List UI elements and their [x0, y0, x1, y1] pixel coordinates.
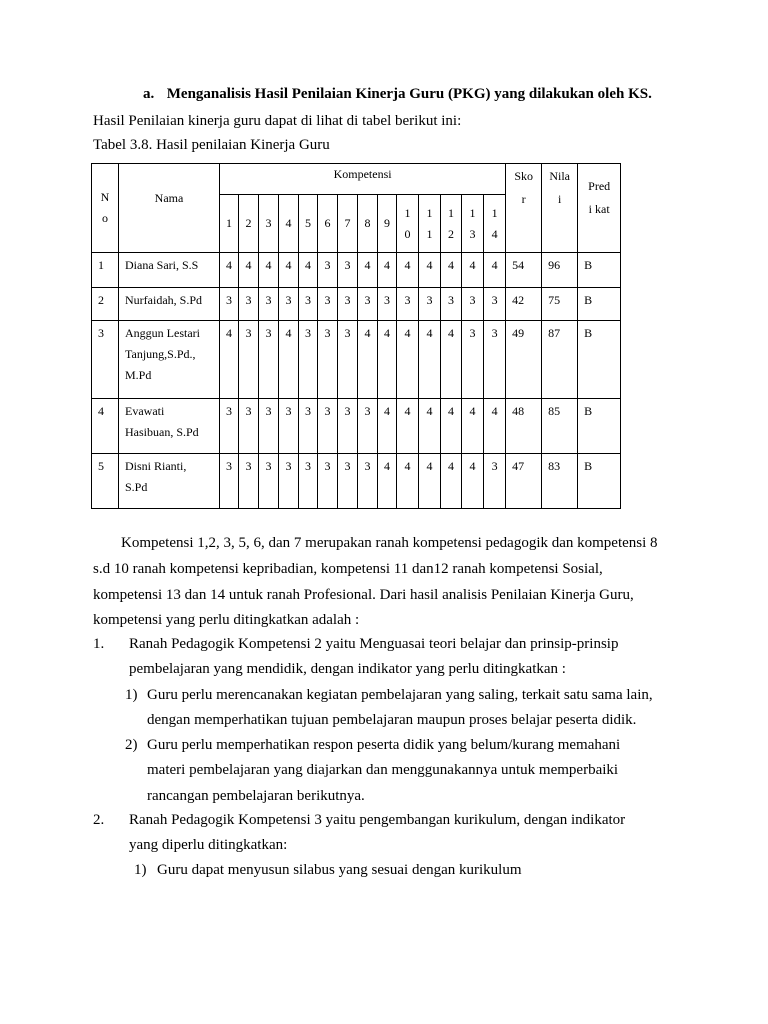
- cell-score-k13-value: 4: [469, 403, 476, 418]
- subitem-1-1-line-2: dengan memperhatikan tujuan pembelajaran maupun proses belajar peserta didik.: [147, 712, 637, 728]
- header-predikat: [578, 164, 621, 253]
- cell-skor: [506, 321, 542, 398]
- cell-score-k4: [279, 321, 299, 398]
- cell-name-line: Evawati: [125, 403, 165, 418]
- cell-score-k9: [378, 398, 397, 453]
- cell-score-k4-value: 4: [285, 326, 292, 341]
- table-row: [92, 288, 621, 321]
- cell-score-k9: [378, 321, 397, 398]
- cell-score-k2: [239, 453, 259, 508]
- header-komp-7-digit: 7: [344, 216, 351, 231]
- cell-score-k10-value: 4: [404, 458, 411, 473]
- header-komp-13-digit: 3: [469, 226, 476, 241]
- cell-score-k11: [419, 253, 441, 288]
- cell-name: [119, 453, 220, 508]
- header-komp-7: [338, 195, 358, 253]
- cell-score-k4-value: 3: [285, 458, 292, 473]
- list-item-1-line-2: pembelajaran yang mendidik, dengan indikator yang perlu ditingkatkan :: [129, 661, 566, 677]
- cell-score-k14: [484, 453, 506, 508]
- cell-score-k13: [462, 288, 484, 321]
- subitem-1-1-number: 1): [125, 687, 138, 703]
- cell-predikat-value: B: [584, 293, 593, 308]
- cell-score-k1-value: 4: [226, 258, 232, 273]
- subitem-1-2-line-2: materi pembelajaran yang diajarkan dan menggunakannya untuk memperbaiki: [147, 762, 619, 778]
- cell-score-k10-value: 4: [404, 403, 411, 418]
- header-nilai-line2: i: [557, 192, 562, 206]
- cell-predikat: [578, 253, 621, 288]
- heading-label: a.: [143, 86, 155, 102]
- cell-score-k2: [239, 398, 259, 453]
- header-komp-14-digit: 1: [491, 205, 498, 220]
- cell-predikat: [578, 453, 621, 508]
- cell-score-k3: [259, 398, 279, 453]
- cell-nilai-value: 96: [548, 258, 561, 273]
- cell-name-line: Diana Sari, S.S: [125, 258, 199, 273]
- table-row: [92, 398, 621, 453]
- cell-score-k11: [419, 288, 441, 321]
- cell-name: [119, 253, 220, 288]
- cell-score-k4: [279, 453, 299, 508]
- header-komp-12: [441, 195, 462, 253]
- cell-score-k9-value: 4: [384, 403, 390, 418]
- cell-score-k13-value: 3: [469, 326, 476, 341]
- cell-no: [92, 288, 119, 321]
- header-skor-line2: r: [521, 192, 526, 206]
- cell-score-k2-value: 3: [245, 293, 252, 308]
- cell-score-k10-value: 4: [404, 258, 411, 273]
- cell-score-k8-value: 4: [364, 258, 371, 273]
- cell-name-line: Nurfaidah, S.Pd: [125, 293, 202, 308]
- cell-score-k3: [259, 288, 279, 321]
- cell-score-k13: [462, 253, 484, 288]
- cell-score-k8-value: 3: [364, 458, 371, 473]
- cell-score-k10: [397, 253, 419, 288]
- cell-nilai: [542, 288, 578, 321]
- header-komp-5: [299, 195, 318, 253]
- cell-score-k7: [338, 253, 358, 288]
- subitem-1-2-line-3: rancangan pembelajaran berikutnya.: [147, 788, 365, 804]
- cell-score-k4: [279, 398, 299, 453]
- header-kompetensi: [220, 164, 506, 195]
- cell-score-k4: [279, 288, 299, 321]
- header-komp-12-digit: 2: [448, 226, 454, 241]
- cell-score-k11-value: 4: [426, 326, 433, 341]
- cell-score-k4: [279, 253, 299, 288]
- cell-name-line: M.Pd: [125, 368, 152, 383]
- subitem-1-2-number: 2): [125, 737, 138, 753]
- cell-name: [119, 398, 220, 453]
- cell-skor: [506, 253, 542, 288]
- header-komp-1: [220, 195, 239, 253]
- cell-score-k1: [220, 398, 239, 453]
- heading-text: Menganalisis Hasil Penilaian Kinerja Guru (PKG) yang dilakukan oleh KS.: [166, 86, 652, 102]
- list-item-1-number: 1.: [93, 636, 105, 652]
- cell-score-k3-value: 3: [265, 458, 272, 473]
- cell-score-k9: [378, 453, 397, 508]
- table-caption: Tabel 3.8. Hasil penilaian Kinerja Guru: [93, 137, 330, 153]
- header-skor: [506, 164, 542, 253]
- cell-score-k1: [220, 253, 239, 288]
- cell-score-k2: [239, 288, 259, 321]
- cell-score-k8-value: 3: [364, 293, 371, 308]
- cell-score-k1: [220, 453, 239, 508]
- cell-score-k13-value: 4: [469, 258, 476, 273]
- subitem-2-1-number: 1): [134, 862, 147, 878]
- table-row: [92, 253, 621, 288]
- cell-name-line: S.Pd: [125, 479, 148, 494]
- cell-score-k14-value: 3: [491, 326, 498, 341]
- header-no: [92, 164, 119, 253]
- cell-skor-value: 54: [512, 258, 525, 273]
- header-komp-14-digit: 4: [491, 226, 498, 241]
- cell-score-k3-value: 3: [265, 326, 272, 341]
- cell-score-k12: [441, 288, 462, 321]
- cell-name-line: Hasibuan, S.Pd: [125, 424, 199, 439]
- paragraph-line-2: s.d 10 ranah kompetensi kepribadian, kompetensi 11 dan12 ranah kompetensi Sosial,: [93, 561, 603, 577]
- cell-no-value: 5: [98, 458, 104, 473]
- header-komp-6-digit: 6: [324, 216, 331, 231]
- cell-score-k14: [484, 288, 506, 321]
- cell-no: [92, 453, 119, 508]
- cell-score-k5: [299, 453, 318, 508]
- list-item-2-number: 2.: [93, 812, 105, 828]
- cell-score-k7-value: 3: [344, 458, 351, 473]
- cell-predikat-value: B: [584, 258, 593, 273]
- cell-score-k11-value: 3: [426, 293, 433, 308]
- subitem-2-1-line-1: Guru dapat menyusun silabus yang sesuai dengan kurikulum: [157, 862, 522, 878]
- cell-score-k2: [239, 321, 259, 398]
- cell-score-k11-value: 4: [426, 458, 433, 473]
- table-row: [92, 453, 621, 508]
- cell-score-k12: [441, 453, 462, 508]
- header-nama: [119, 164, 220, 253]
- cell-score-k11: [419, 398, 441, 453]
- cell-score-k11-value: 4: [426, 403, 433, 418]
- cell-name-line: Tanjung,S.Pd.,: [125, 347, 196, 362]
- cell-score-k1-value: 3: [226, 403, 232, 418]
- cell-score-k7-value: 3: [344, 258, 351, 273]
- cell-score-k10: [397, 321, 419, 398]
- cell-score-k9-value: 4: [384, 458, 390, 473]
- header-komp-10: [397, 195, 419, 253]
- header-komp-13: [462, 195, 484, 253]
- cell-score-k12-value: 4: [448, 326, 454, 341]
- cell-score-k6-value: 3: [324, 326, 331, 341]
- cell-score-k13: [462, 453, 484, 508]
- cell-score-k5-value: 3: [305, 403, 311, 418]
- cell-score-k5: [299, 253, 318, 288]
- cell-score-k14: [484, 321, 506, 398]
- cell-score-k3-value: 3: [265, 293, 272, 308]
- cell-skor: [506, 288, 542, 321]
- cell-score-k12: [441, 321, 462, 398]
- cell-predikat-value: B: [584, 458, 593, 473]
- section-heading: [143, 86, 652, 103]
- cell-score-k12-value: 4: [448, 458, 454, 473]
- cell-score-k14-value: 3: [491, 293, 498, 308]
- cell-score-k1: [220, 288, 239, 321]
- cell-score-k1-value: 4: [226, 326, 232, 341]
- cell-score-k5: [299, 321, 318, 398]
- cell-score-k5: [299, 398, 318, 453]
- list-item-1-line-1: Ranah Pedagogik Kompetensi 2 yaitu Menguasai teori belajar dan prinsip-prinsip: [129, 636, 619, 652]
- cell-name-line: Disni Rianti,: [125, 458, 187, 473]
- subitem-1-1-line-1: Guru perlu merencanakan kegiatan pembelajaran yang saling, terkait satu sama lain,: [147, 687, 653, 703]
- cell-score-k6: [318, 398, 338, 453]
- header-komp-10-digit: 0: [404, 226, 411, 241]
- cell-score-k9-value: 4: [384, 326, 390, 341]
- cell-nilai: [542, 398, 578, 453]
- cell-score-k14-value: 4: [491, 403, 498, 418]
- cell-predikat: [578, 321, 621, 398]
- cell-predikat-value: B: [584, 403, 593, 418]
- cell-score-k6: [318, 253, 338, 288]
- cell-score-k1: [220, 321, 239, 398]
- header-no-line1: N: [100, 190, 110, 205]
- header-komp-14: [484, 195, 506, 253]
- cell-score-k11: [419, 321, 441, 398]
- cell-nilai-value: 75: [548, 293, 561, 308]
- header-komp-11: [419, 195, 441, 253]
- cell-score-k8-value: 4: [364, 326, 371, 341]
- intro-text: Hasil Penilaian kinerja guru dapat di lihat di tabel berikut ini:: [93, 113, 462, 129]
- cell-skor-value: 48: [512, 403, 525, 418]
- cell-no-value: 3: [98, 326, 104, 341]
- header-komp-2-digit: 2: [245, 216, 252, 231]
- header-nama-text: Nama: [154, 190, 184, 205]
- cell-score-k7: [338, 398, 358, 453]
- cell-score-k7: [338, 453, 358, 508]
- header-komp-13-digit: 1: [469, 205, 476, 220]
- cell-score-k12: [441, 253, 462, 288]
- header-komp-12-digit: 1: [448, 205, 454, 220]
- cell-score-k6: [318, 288, 338, 321]
- cell-score-k3: [259, 453, 279, 508]
- cell-score-k14: [484, 398, 506, 453]
- paragraph-line-3: kompetensi 13 dan 14 untuk ranah Profesional. Dari hasil analisis Penilaian Kinerja Guru,: [93, 587, 634, 603]
- list-item-2-line-1: Ranah Pedagogik Kompetensi 3 yaitu pengembangan kurikulum, dengan indikator: [129, 812, 626, 828]
- header-komp-5-digit: 5: [305, 216, 311, 231]
- cell-skor: [506, 453, 542, 508]
- cell-score-k7: [338, 321, 358, 398]
- cell-score-k10: [397, 398, 419, 453]
- header-komp-3-digit: 3: [265, 216, 272, 231]
- cell-nilai-value: 83: [548, 458, 561, 473]
- cell-score-k4-value: 3: [285, 403, 292, 418]
- cell-skor-value: 42: [512, 293, 525, 308]
- cell-score-k2-value: 4: [245, 258, 252, 273]
- cell-score-k9: [378, 253, 397, 288]
- cell-no: [92, 398, 119, 453]
- cell-score-k10: [397, 288, 419, 321]
- header-no-line2: o: [102, 211, 108, 226]
- cell-predikat: [578, 398, 621, 453]
- cell-nilai: [542, 321, 578, 398]
- cell-score-k2-value: 3: [245, 326, 252, 341]
- cell-no-value: 1: [98, 258, 104, 273]
- cell-score-k8: [358, 288, 378, 321]
- cell-score-k10-value: 3: [404, 293, 411, 308]
- header-komp-8-digit: 8: [364, 216, 371, 231]
- cell-score-k8: [358, 453, 378, 508]
- cell-score-k5-value: 4: [305, 258, 311, 273]
- cell-nilai: [542, 453, 578, 508]
- cell-score-k2: [239, 253, 259, 288]
- header-nilai-line1: Nila: [549, 169, 570, 183]
- cell-score-k9-value: 4: [384, 258, 390, 273]
- cell-score-k11: [419, 453, 441, 508]
- header-kompetensi-text: Kompetensi: [333, 167, 392, 181]
- header-komp-11-digit: 1: [426, 226, 433, 241]
- cell-score-k6-value: 3: [324, 458, 331, 473]
- header-komp-4-digit: 4: [285, 216, 292, 231]
- cell-score-k3: [259, 321, 279, 398]
- cell-name: [119, 321, 220, 398]
- header-komp-2: [239, 195, 259, 253]
- cell-score-k5-value: 3: [305, 326, 311, 341]
- cell-score-k9: [378, 288, 397, 321]
- cell-score-k1-value: 3: [226, 458, 232, 473]
- cell-score-k8: [358, 398, 378, 453]
- header-komp-11-digit: 1: [426, 205, 433, 220]
- cell-no: [92, 321, 119, 398]
- cell-score-k6: [318, 453, 338, 508]
- cell-nilai-value: 85: [548, 403, 561, 418]
- cell-predikat: [578, 288, 621, 321]
- paragraph-line-1: Kompetensi 1,2, 3, 5, 6, dan 7 merupakan ranah kompetensi pedagogik dan kompetensi 8: [121, 535, 658, 551]
- cell-score-k9-value: 3: [384, 293, 390, 308]
- cell-score-k2-value: 3: [245, 458, 252, 473]
- cell-score-k4-value: 4: [285, 258, 292, 273]
- cell-score-k7-value: 3: [344, 326, 351, 341]
- cell-score-k12-value: 3: [448, 293, 454, 308]
- cell-skor-value: 47: [512, 458, 525, 473]
- header-komp-3: [259, 195, 279, 253]
- cell-score-k6-value: 3: [324, 258, 331, 273]
- cell-score-k13-value: 3: [469, 293, 476, 308]
- cell-score-k6-value: 3: [324, 403, 331, 418]
- cell-score-k4-value: 3: [285, 293, 292, 308]
- cell-skor: [506, 398, 542, 453]
- cell-nilai: [542, 253, 578, 288]
- cell-score-k12-value: 4: [448, 258, 454, 273]
- header-predikat-line1: Pred: [588, 179, 611, 193]
- header-komp-9-digit: 9: [384, 216, 390, 231]
- header-komp-9: [378, 195, 397, 253]
- pkg-results-table: [91, 163, 621, 509]
- cell-nilai-value: 87: [548, 326, 561, 341]
- cell-score-k14-value: 3: [491, 458, 498, 473]
- cell-score-k10: [397, 453, 419, 508]
- cell-score-k12: [441, 398, 462, 453]
- paragraph-line-4: kompetensi yang perlu ditingkatkan adalah :: [93, 612, 360, 628]
- cell-skor-value: 49: [512, 326, 525, 341]
- cell-no: [92, 253, 119, 288]
- cell-score-k5-value: 3: [305, 458, 311, 473]
- cell-score-k3: [259, 253, 279, 288]
- cell-score-k8: [358, 321, 378, 398]
- cell-score-k14: [484, 253, 506, 288]
- cell-score-k2-value: 3: [245, 403, 252, 418]
- cell-name: [119, 288, 220, 321]
- table-row: [92, 321, 621, 398]
- cell-no-value: 2: [98, 293, 104, 308]
- cell-score-k7-value: 3: [344, 403, 351, 418]
- header-nilai: [542, 164, 578, 253]
- cell-predikat-value: B: [584, 326, 593, 341]
- cell-score-k8: [358, 253, 378, 288]
- cell-score-k5: [299, 288, 318, 321]
- cell-score-k8-value: 3: [364, 403, 371, 418]
- header-komp-10-digit: 1: [404, 205, 411, 220]
- cell-no-value: 4: [98, 403, 104, 418]
- cell-score-k13-value: 4: [469, 458, 476, 473]
- cell-name-line: Anggun Lestari: [125, 326, 200, 341]
- cell-score-k7: [338, 288, 358, 321]
- header-predikat-line2: i kat: [588, 202, 610, 216]
- cell-score-k3-value: 4: [265, 258, 272, 273]
- cell-score-k14-value: 4: [491, 258, 498, 273]
- header-komp-8: [358, 195, 378, 253]
- cell-score-k11-value: 4: [426, 258, 433, 273]
- cell-score-k6: [318, 321, 338, 398]
- header-komp-6: [318, 195, 338, 253]
- subitem-1-2-line-1: Guru perlu memperhatikan respon peserta didik yang belum/kurang memahani: [147, 737, 621, 753]
- cell-score-k3-value: 3: [265, 403, 272, 418]
- header-komp-1-digit: 1: [226, 216, 232, 231]
- cell-score-k7-value: 3: [344, 293, 351, 308]
- cell-score-k13: [462, 321, 484, 398]
- list-item-2-line-2: yang diperlu ditingkatkan:: [129, 837, 288, 853]
- cell-score-k5-value: 3: [305, 293, 311, 308]
- header-skor-line1: Sko: [514, 169, 533, 183]
- cell-score-k6-value: 3: [324, 293, 331, 308]
- cell-score-k10-value: 4: [404, 326, 411, 341]
- cell-score-k1-value: 3: [226, 293, 232, 308]
- cell-score-k13: [462, 398, 484, 453]
- cell-score-k12-value: 4: [448, 403, 454, 418]
- header-komp-4: [279, 195, 299, 253]
